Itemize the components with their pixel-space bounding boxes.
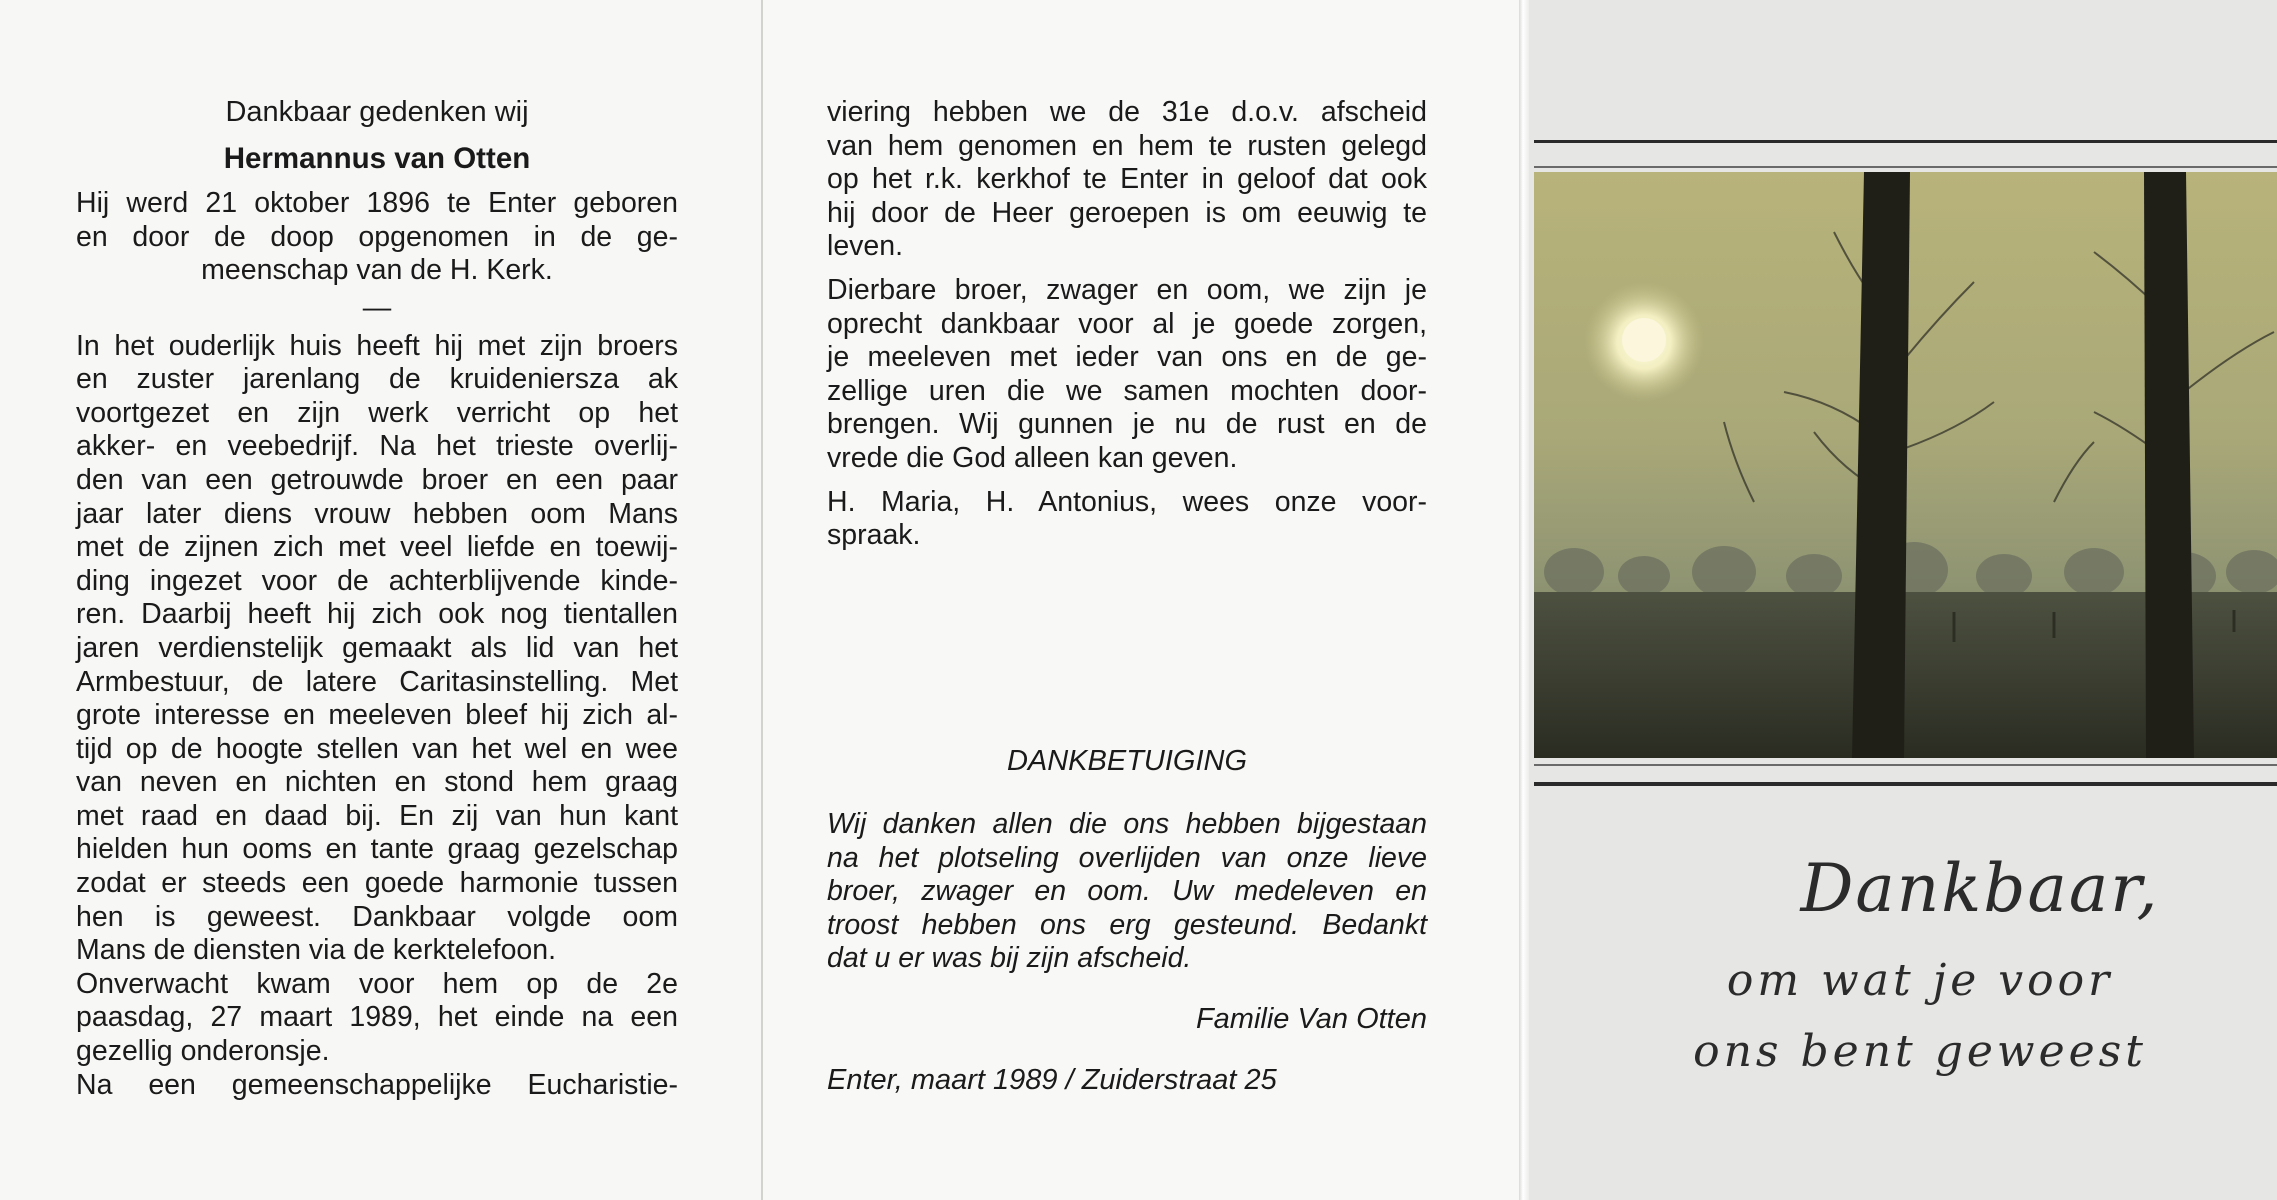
text-line: Wij danken allen die ons hebben bijgestaan bbox=[827, 808, 1427, 840]
text-line: Na een gemeenschappelijke Eucharistie- bbox=[76, 1068, 678, 1101]
farewell-paragraph bbox=[827, 274, 1427, 476]
text-line: jaren verdienstelijk gemaakt als lid van het bbox=[76, 631, 678, 664]
biography-paragraph bbox=[76, 330, 678, 1103]
deceased-name: Hermannus van Otten bbox=[223, 141, 531, 175]
text-line: Dierbare broer, zwager en oom, we zijn je bbox=[827, 273, 1427, 306]
card-heading: Dankbaar, bbox=[1800, 850, 2160, 927]
card-subtext: om wat je voor bbox=[1726, 955, 2114, 1006]
text-line: akker- en veebedrijf. Na het trieste overlij- bbox=[76, 430, 678, 463]
text-line: Onverwacht kwam voor hem op de 2e bbox=[76, 967, 678, 1000]
text-line: en door de doop opgenomen in de ge- bbox=[76, 220, 678, 253]
text-line: je meeleven met ieder van ons en de ge- bbox=[827, 341, 1427, 374]
text-line: zellige uren die we samen mochten door- bbox=[827, 374, 1427, 407]
card-script-text bbox=[1600, 850, 2240, 1077]
prayer-paragraph bbox=[827, 486, 1427, 553]
bottom-rule bbox=[1534, 782, 2277, 786]
text-line: Armbestuur, de latere Caritasinstelling. Met bbox=[76, 665, 678, 698]
acknowledgement-heading: DANKBETUIGING bbox=[1006, 745, 1248, 777]
page-title: Dankbaar gedenken wij bbox=[225, 96, 529, 128]
burial-paragraph bbox=[827, 96, 1427, 264]
text-line: spraak. bbox=[827, 519, 921, 552]
text-line: grote interesse en meeleven bleef hij zich al- bbox=[76, 699, 678, 732]
text-line: na het plotseling overlijden van onze lieve bbox=[827, 841, 1427, 874]
left-text-column bbox=[76, 96, 678, 1102]
text-line: tijd op de hoogte stellen van het wel en wee bbox=[76, 732, 678, 765]
family-signature: Familie Van Otten bbox=[1195, 1003, 1427, 1035]
text-line: brengen. Wij gunnen je nu de rust en de bbox=[827, 408, 1427, 441]
text-line: troost hebben ons erg gesteund. Bedankt bbox=[827, 908, 1427, 941]
fold-line-left bbox=[761, 0, 763, 1200]
acknowledgement-paragraph bbox=[827, 808, 1427, 976]
landscape-image bbox=[1534, 172, 2277, 758]
text-line: paasdag, 27 maart 1989, het einde na een bbox=[76, 1001, 678, 1034]
text-line: hielden hun ooms en tante graag gezelschap bbox=[76, 833, 678, 866]
text-line: ren. Daarbij heeft hij zich ook nog tientallen bbox=[76, 598, 678, 631]
text-line: viering hebben we de 31e d.o.v. afscheid bbox=[827, 96, 1427, 128]
text-line: gezellig onderonsje. bbox=[76, 1035, 330, 1068]
text-line: jaar later diens vrouw hebben oom Mans bbox=[76, 497, 678, 530]
text-line: dat u er was bij zijn afscheid. bbox=[827, 942, 1192, 975]
separator-dash: — bbox=[362, 291, 392, 324]
fold-line-right bbox=[1519, 0, 1529, 1200]
text-line: op het r.k. kerkhof te Enter in geloof dat ook bbox=[827, 163, 1427, 196]
text-line: van hem genomen en hem te rusten gelegd bbox=[827, 129, 1427, 162]
text-line: H. Maria, H. Antonius, wees onze voor- bbox=[827, 485, 1427, 518]
middle-text-column bbox=[827, 96, 1427, 553]
text-line: van neven en nichten en stond hem graag bbox=[76, 766, 678, 799]
top-rule-thin bbox=[1534, 166, 2277, 168]
text-line: den van een getrouwde broer en een paar bbox=[76, 463, 678, 496]
text-line: vrede die God alleen kan geven. bbox=[827, 441, 1238, 474]
text-line: met de zijnen zich met veel liefde en toewij- bbox=[76, 531, 678, 564]
text-line: ding ingezet voor de achterblijvende kinde- bbox=[76, 564, 678, 597]
text-line: meenschap van de H. Kerk. bbox=[201, 254, 553, 287]
text-line: Mans de diensten via de kerktelefoon. bbox=[76, 934, 557, 967]
misty-trees-photo bbox=[1534, 172, 2277, 758]
card-subtext: ons bent geweest bbox=[1693, 1026, 2147, 1077]
top-rule bbox=[1534, 140, 2277, 143]
text-line: en zuster jarenlang de kruideniersza ak bbox=[76, 363, 678, 396]
intro-paragraph bbox=[76, 187, 678, 288]
bottom-rule-thin bbox=[1534, 764, 2277, 766]
text-line: hen is geweest. Dankbaar volgde oom bbox=[76, 900, 678, 933]
place-and-date: Enter, maart 1989 / Zuiderstraat 25 bbox=[827, 1064, 1277, 1096]
text-line: zodat er steeds een goede harmonie tussen bbox=[76, 867, 678, 900]
text-line: met raad en daad bij. En zij van hun kant bbox=[76, 799, 678, 832]
text-line: oprecht dankbaar voor al je goede zorgen, bbox=[827, 307, 1427, 340]
text-line: broer, zwager en oom. Uw medeleven en bbox=[827, 875, 1427, 908]
text-line: In het ouderlijk huis heeft hij met zijn broers bbox=[76, 329, 678, 362]
text-line: voortgezet en zijn werk verricht op het bbox=[76, 396, 678, 429]
text-line: Hij werd 21 oktober 1896 te Enter geboren bbox=[76, 187, 678, 220]
text-line: leven. bbox=[827, 230, 904, 263]
text-line: hij door de Heer geroepen is om eeuwig te bbox=[827, 196, 1427, 229]
